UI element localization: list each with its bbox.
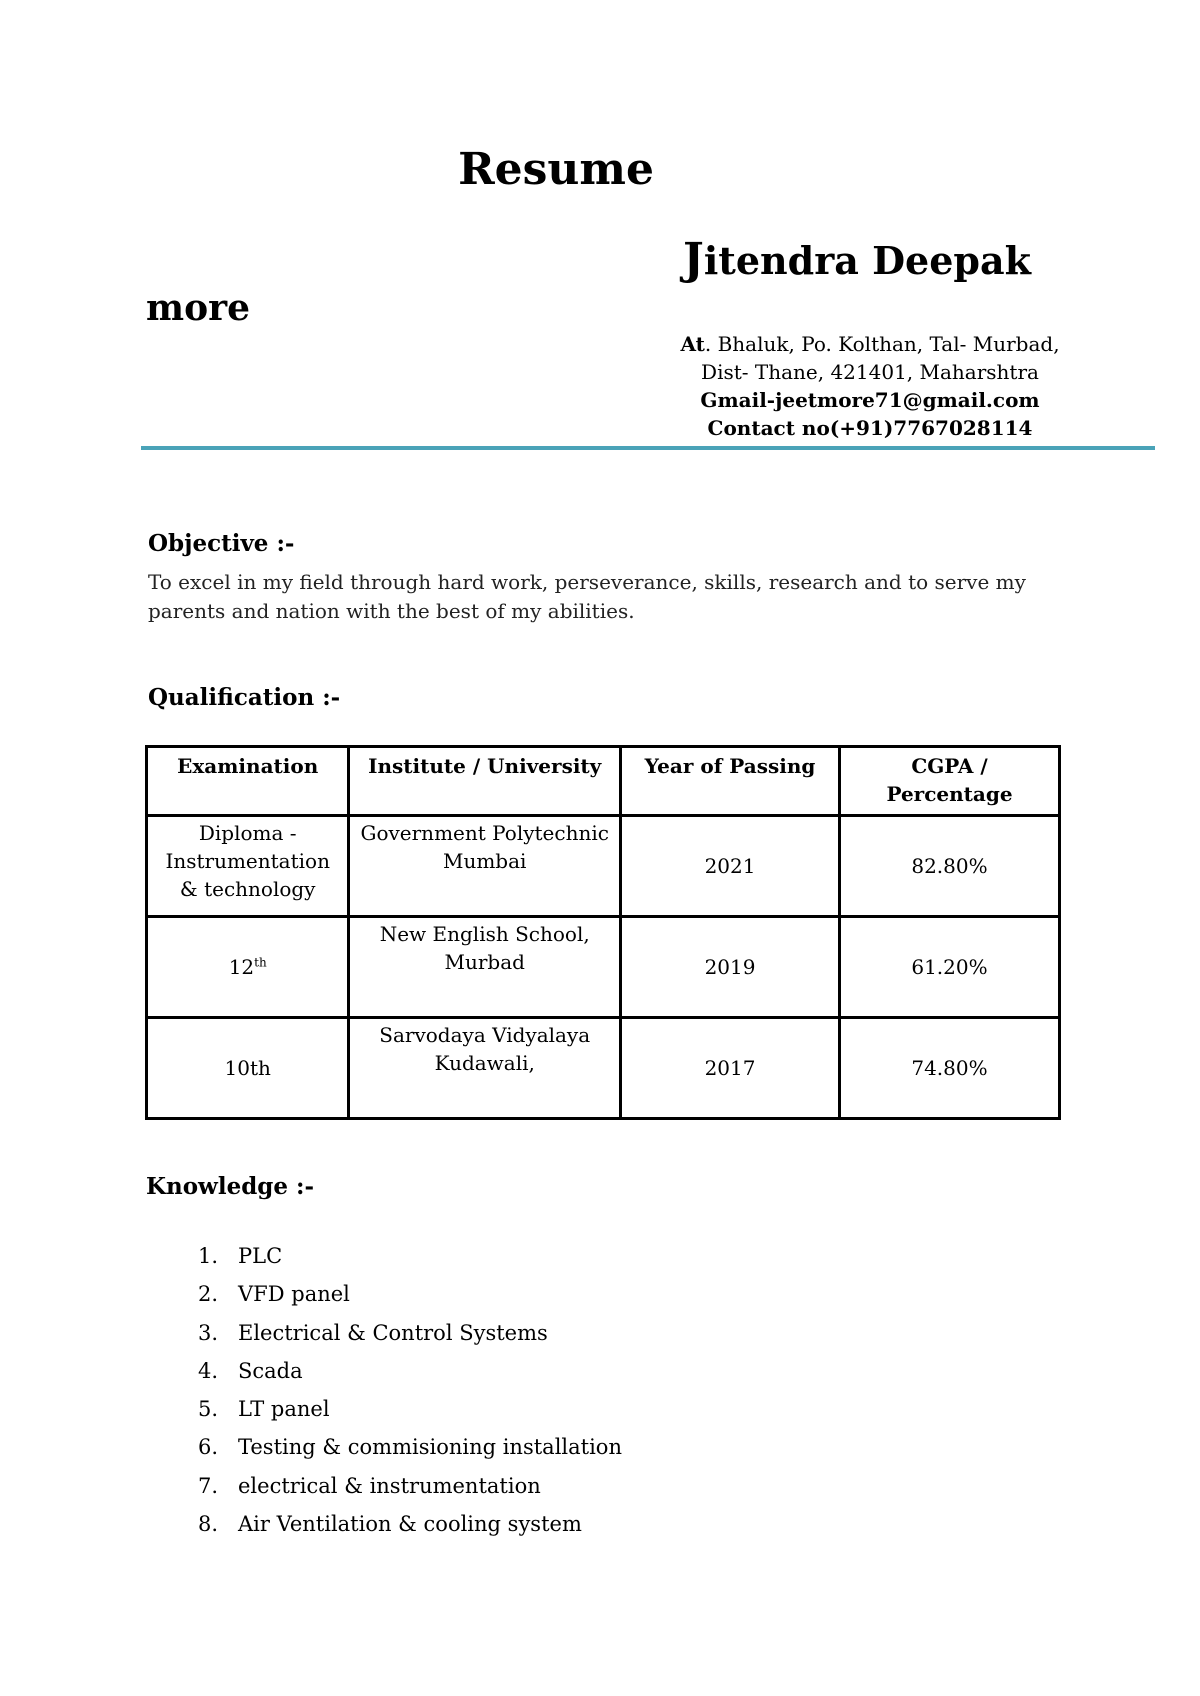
- list-item: [198, 1510, 622, 1548]
- cell-exam: [147, 917, 349, 1018]
- table-header-row: [147, 747, 1060, 816]
- knowledge-list: [198, 1242, 622, 1548]
- address-line-1: [640, 330, 1100, 358]
- header-institute: Institute / University: [349, 747, 621, 816]
- list-item: [198, 1319, 622, 1357]
- list-text: Air Ventilation & cooling system: [238, 1512, 582, 1537]
- list-number: 1.: [198, 1244, 219, 1268]
- table-row: [147, 1018, 1060, 1119]
- list-text: PLC: [238, 1244, 283, 1268]
- exam-suffix: th: [254, 955, 267, 970]
- candidate-name: [683, 234, 1031, 285]
- address-line-1-rest: . Bhaluk, Po. Kolthan, Tal- Murbad,: [704, 332, 1060, 356]
- list-item: [198, 1357, 622, 1395]
- list-number: 4.: [198, 1358, 219, 1383]
- cell-institute: Sarvodaya Vidyalaya Kudawali,: [349, 1018, 621, 1119]
- resume-title: Resume: [458, 144, 654, 195]
- knowledge-heading: Knowledge :-: [146, 1173, 315, 1200]
- address-line-2: Dist- Thane, 421401, Maharshtra: [701, 360, 1039, 384]
- cell-score: 74.80%: [840, 1018, 1060, 1119]
- list-text: VFD panel: [238, 1282, 350, 1307]
- table-row: [147, 816, 1060, 917]
- list-number: 5.: [198, 1397, 219, 1422]
- list-text: Testing & commisioning installation: [238, 1435, 622, 1460]
- cell-score: 82.80%: [840, 816, 1060, 917]
- cell-institute: New English School, Murbad: [349, 917, 621, 1018]
- cell-year: 2017: [621, 1018, 840, 1119]
- candidate-surname: more: [146, 287, 250, 329]
- list-text: Scada: [238, 1358, 303, 1383]
- name-initial: J: [683, 234, 704, 285]
- cell-exam: 10th: [147, 1018, 349, 1119]
- name-rest: itendra Deepak: [703, 238, 1031, 283]
- header-divider: [141, 446, 1155, 450]
- list-item: [198, 1280, 622, 1318]
- list-item: [198, 1472, 622, 1510]
- list-text: electrical & instrumentation: [238, 1473, 541, 1498]
- list-text: LT panel: [238, 1397, 330, 1422]
- cell-year: 2019: [621, 917, 840, 1018]
- list-number: 6.: [198, 1435, 219, 1460]
- list-number: 2.: [198, 1282, 219, 1307]
- list-item: [198, 1242, 622, 1280]
- header-year: Year of Passing: [621, 747, 840, 816]
- list-item: [198, 1395, 622, 1433]
- cell-exam: Diploma - Instrumentation & technology: [147, 816, 349, 917]
- qualification-heading: Qualification :-: [148, 684, 341, 711]
- objective-text: To excel in my field through hard work, perseverance, skills, research and to serve my parents and nation with the best of my abilities.: [148, 570, 1026, 623]
- cell-year: 2021: [621, 816, 840, 917]
- address-at: At: [680, 332, 705, 356]
- header-score: CGPA / Percentage: [840, 747, 1060, 816]
- cell-score: 61.20%: [840, 917, 1060, 1018]
- list-item: [198, 1433, 622, 1471]
- objective-heading: Objective :-: [148, 530, 295, 557]
- list-text: Electrical & Control Systems: [238, 1320, 548, 1345]
- list-number: 8.: [198, 1512, 219, 1537]
- contact-number: Contact no(+91)7767028114: [707, 416, 1033, 440]
- email: Gmail-jeetmore71@gmail.com: [700, 388, 1040, 412]
- table-row: [147, 917, 1060, 1018]
- list-number: 3.: [198, 1320, 219, 1345]
- exam-number: 12: [228, 955, 255, 979]
- qualification-table: [145, 745, 1061, 1120]
- list-number: 7.: [198, 1473, 219, 1498]
- cell-institute: Government Polytechnic Mumbai: [349, 816, 621, 917]
- header-examination: Examination: [147, 747, 349, 816]
